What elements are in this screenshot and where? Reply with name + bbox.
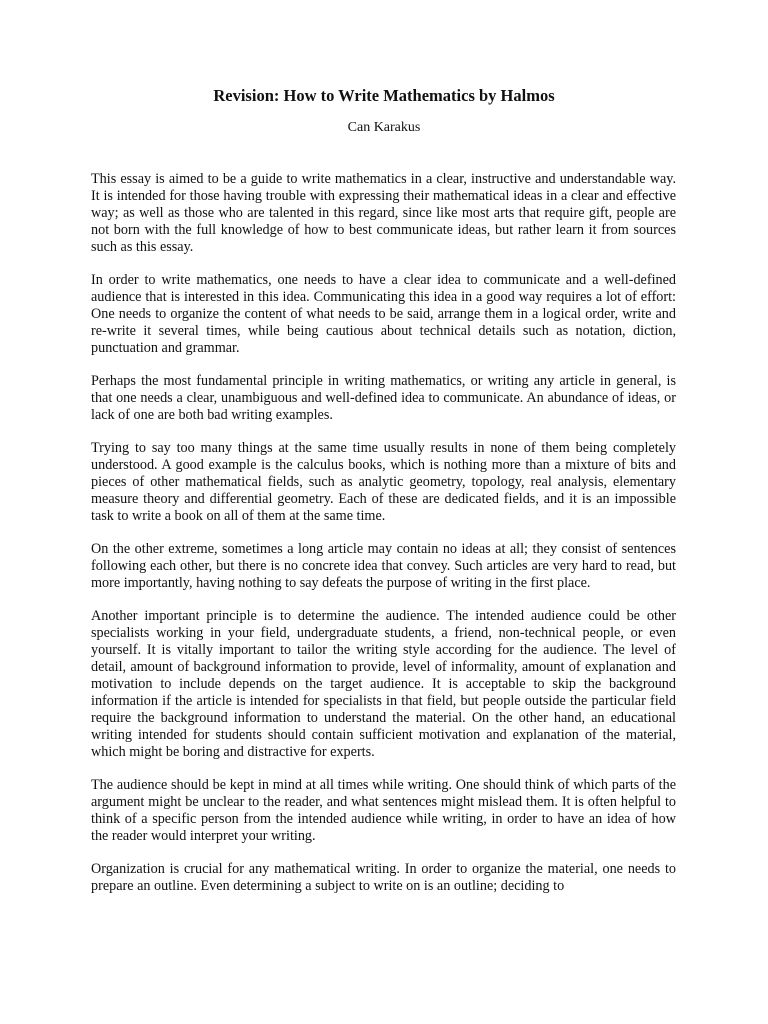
paragraph-8: Organization is crucial for any mathematical writing. In order to organize the material, one needs to prepare an outline. Even determining a subject to write on is an outline; deciding to: [91, 861, 676, 894]
document-title: Revision: How to Write Mathematics by Halmos: [213, 86, 555, 105]
paragraph-1: This essay is aimed to be a guide to write mathematics in a clear, instructive and understandable way. It is intended for those having trouble with expressing their mathematical ideas in a clear and effective way; as well as those who are talented in this regard, since like most arts that require gift, people are not born with the full knowledge of how to best communicate ideas, but rather learn it from sources such as this essay.: [91, 171, 676, 255]
document-author: Can Karakus: [347, 120, 421, 135]
document-body: [91, 171, 676, 911]
paragraph-5: On the other extreme, sometimes a long article may contain no ideas at all; they consist of sentences following each other, but there is no concrete idea that convey. Such articles are very hard to read, but more importantly, having nothing to say defeats the purpose of writing in the first place.: [91, 541, 676, 591]
paragraph-2: In order to write mathematics, one needs to have a clear idea to communicate and a well-defined audience that is interested in this idea. Communicating this idea in a good way requires a lot of effort: One needs to organize the content of what needs to be said, arrange them in a logical order, write and re-write it several times, while being cautious about technical details such as notation, diction, punctuation and grammar.: [91, 272, 676, 356]
paragraph-3: Perhaps the most fundamental principle in writing mathematics, or writing any article in general, is that one needs a clear, unambiguous and well-defined idea to communicate. An abundance of ideas, or lack of one are both bad writing examples.: [91, 373, 676, 423]
paragraph-7: The audience should be kept in mind at all times while writing. One should think of which parts of the argument might be unclear to the reader, and what sentences might mislead them. It is often helpful to think of a specific person from the intended audience while writing, in order to have an idea of how the reader would interpret your writing.: [91, 777, 676, 844]
paragraph-6: Another important principle is to determine the audience. The intended audience could be other specialists working in your field, undergraduate students, a friend, non-technical people, or even yourself. It is vitally important to tailor the writing style according for the audience. The level of detail, amount of background information to provide, level of informality, amount of explanation and motivation to include depends on the target audience. It is acceptable to skip the background information if the article is intended for specialists in that field, but people outside the particular field require the background information to understand the material. On the other hand, an educational writing intended for students should contain sufficient motivation and explanation of the material, which might be boring and distractive for experts.: [91, 608, 676, 760]
paragraph-4: Trying to say too many things at the same time usually results in none of them being completely understood. A good example is the calculus books, which is nothing more than a mixture of bits and pieces of other mathematical fields, such as analytic geometry, topology, real analysis, elementary measure theory and differential geometry. Each of these are dedicated fields, and it is an impossible task to write a book on all of them at the same time.: [91, 440, 676, 524]
